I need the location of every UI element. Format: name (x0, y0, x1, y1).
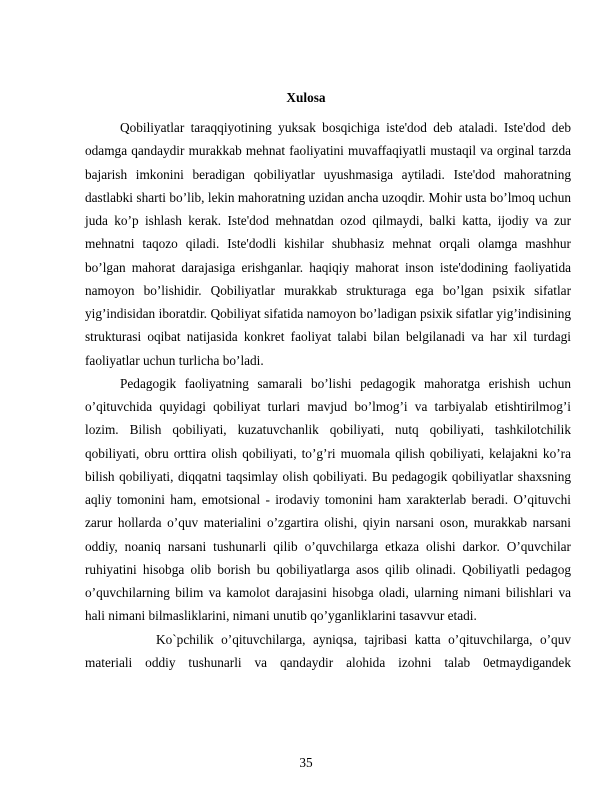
body-text (85, 116, 571, 674)
paragraph-teachers: Ko`pchilik o’qituvchilarga, ayniqsa, tajribasi katta o’qituvchilarga, o’quv materiali oddiy tushunarli va qandaydir alohida izohni talab 0etmaydigandek (85, 631, 571, 670)
page-title: Xulosa (286, 90, 326, 105)
paragraph-talent: Qobiliyatlar taraqqiyotining yuksak bosqichiga iste'dod deb ataladi. Iste'dod deb odamga qandaydir murakkab mehnat faoliyatini muvaffaqiyatli mustaqil va orginal tarzda bajarish imkonini beradigan qobiliyatlar uyushmasiga aytiladi. Iste'dod mahoratning dastlabki sharti bo’lib, lekin mahoratning uzidan ancha uzoqdir. Mohir usta bo’lmoq uchun juda ko’p ishlash kerak. Iste'dod mehnatdan ozod qilmaydi, balki katta, ijodiy va zur mehnatni taqozo qiladi. Iste'dodli kishilar shubhasiz mehnat orqali olamga mashhur bo’lgan mahorat darajasiga erishganlar. haqiqiy mahorat inson iste'dodining faoliyatida namoyon bo’lishidir. Qobiliyatlar murakkab strukturaga ega bo’lgan psixik sifatlar yig’indisidan iboratdir. Qobiliyat sifatida namoyon bo’ladigan psixik sifatlar yig’indisining strukturasi oqibat natijasida konkret faoliyat talabi bilan belgilanadi va har xil turdagi faoliyatlar uchun turlicha bo’ladi. (85, 120, 571, 368)
paragraph-pedagogical-abilities: Pedagogik faoliyatning samarali bo’lishi pedagogik mahoratga erishish uchun o’qituvchida quyidagi qobiliyat turlari mavjud bo’lmog’i va tarbiyalab etishtirilmog’i lozim. Bilish qobiliyati, kuzatuvchanlik qobiliyati, nutq qobiliyati, tashkilotchilik qobiliyati, obru orttira olish qobiliyati, to’g’ri muomala qilish qobiliyati, kelajakni ko’ra bilish qobiliyati, diqqatni taqsimlay olish qobiliyati. Bu pedagogik qobiliyatlar shaxsning aqliy tomonini ham, emotsional - irodaviy tomonini ham xarakterlab beradi. O’qituvchi zarur hollarda o’quv materialini o’zgartira olishi, qiyin narsani oson, murakkab narsani oddiy, noaniq narsani tushunarli qilib o’quvchilarga etkaza olishi darkor. O’quvchilar ruhiyatini hisobga olib borish bu qobiliyatlarga asos qilib olinadi. Qobiliyatli pedagog o’quvchilarning bilim va kamolot darajasini hisobga oladi, ularning nimani bilishlari va hali nimani bilmasliklarini, nimani unutib qo’yganliklarini tasavvur etadi. (85, 375, 571, 624)
page-number: 35 (299, 755, 313, 770)
